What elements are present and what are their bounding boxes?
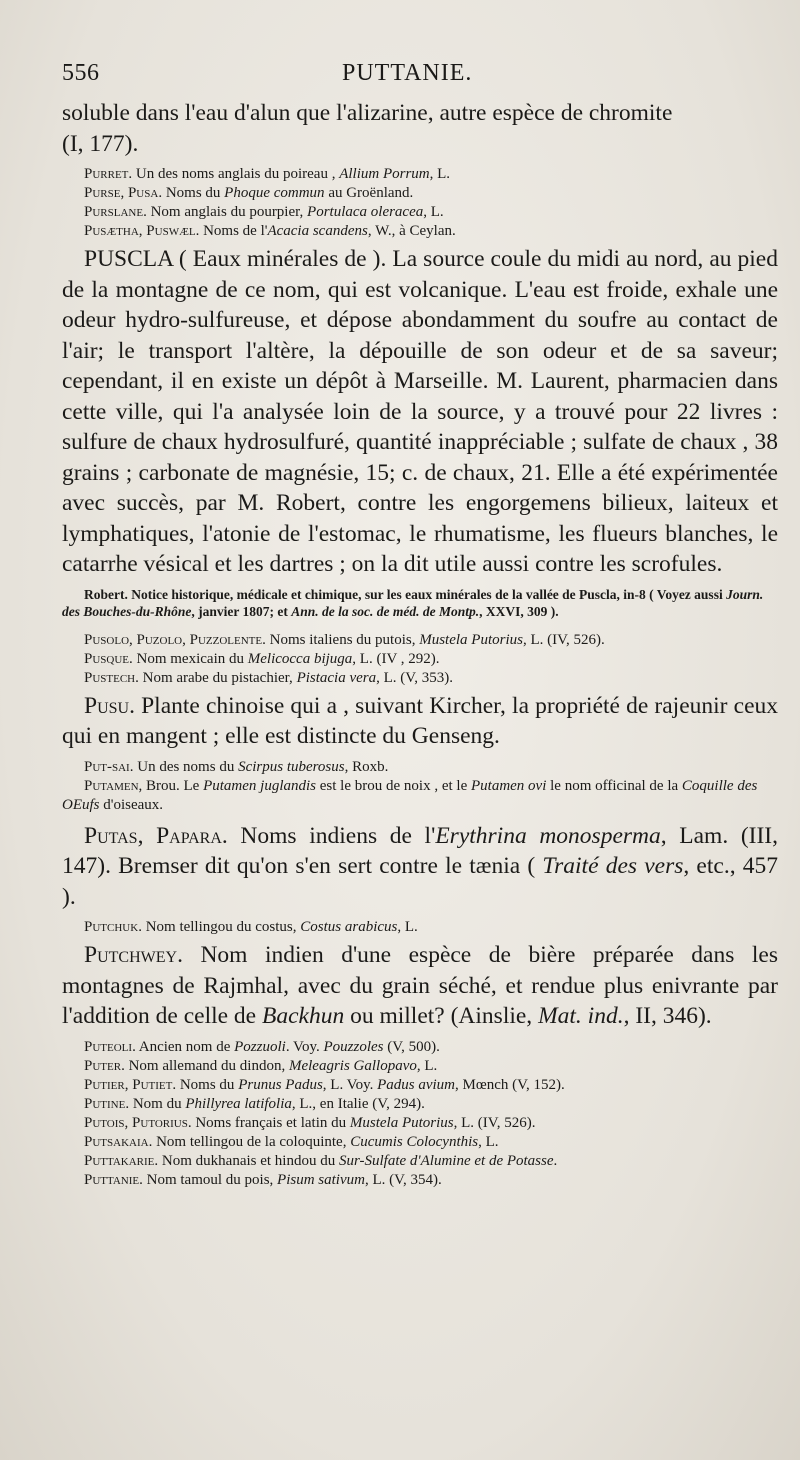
entry-purslane: Purslane. Nom anglais du pourpier, Portulaca oleracea, L.: [84, 204, 444, 220]
entry-puter: Puter. Nom allemand du dindon, Meleagris Gallopavo, L.: [84, 1057, 438, 1074]
entry-puttanie: Puttanie. Nom tamoul du pois, Pisum sativum, L. (V, 354).: [84, 1171, 442, 1188]
page-number: 556: [62, 60, 100, 86]
entry-pusu: Pusu. Plante chinoise qui a , suivant Kircher, la propriété de rajeunir ceux qui en mangent ; elle est distincte du Genseng.: [62, 692, 778, 749]
entry-putine: Putine. Nom du Phillyrea latifolia, L., en Italie (V, 294).: [84, 1095, 425, 1112]
entry-putchuk: Putchuk. Nom tellingou du costus, Costus arabicus, L.: [84, 919, 418, 935]
entry-put-sai: Put-sai. Un des noms du Scirpus tuberosus, Roxb.: [84, 758, 389, 775]
entry-puscla-reference: Robert. Notice historique, médicale et chimique, sur les eaux minérales de la vallée de Puscla, in-8 ( Voyez aussi Journ. des Bouches-du-Rhône, janvier 1807; et Ann. de la soc. de méd. de Montp., XXVI, 309 ).: [62, 586, 764, 619]
entry-purse: Purse, Pusa. Noms du Phoque commun au Groënland.: [84, 185, 414, 201]
running-title: PUTTANIE.: [342, 60, 473, 86]
entry-alizarine-continuation: soluble dans l'eau d'alun que l'alizarine, autre espèce de chromite (I, 177).: [62, 100, 673, 157]
entry-pusque: Pusque. Nom mexicain du Melicocca bijuga, L. (IV , 292).: [84, 650, 440, 667]
entry-putas: Putas, Papara. Noms indiens de l'Erythrina monosperma, Lam. (III, 147). Bremser dit qu'on s'en sert contre le tænia ( Traité des vers, etc., 457 ).: [62, 822, 779, 910]
entry-pusaetha: Pusætha, Puswæl. Noms de l'Acacia scandens, W., à Ceylan.: [84, 223, 456, 239]
entry-putsakaia: Putsakaia. Nom tellingou de la coloquinte, Cucumis Colocynthis, L.: [84, 1133, 499, 1150]
entry-puscla: PUSCLA ( Eaux minérales de ). La source coule du midi au nord, au pied de la montagne de ce nom, qui est volcanique. L'eau est froide, exhale une odeur hydro-sulfureuse, et dépose abondamment du soufre au contact de l'air; le transport l'altère, la dépouille de son odeur et de sa saveur; cependant, il en existe un dépôt à Marseille. M. Laurent, pharmacien dans cette ville, qui l'a analysée loin de la source, y a trouvé pour 22 livres : sulfure de chaux hydrosulfuré, quantité inappréciable ; sulfate de chaux , 38 grains ; carbonate de magnésie, 15; c. de chaux, 21. Elle a été expérimentée avec succès, par M. Robert, contre les engorgemens bilieux, laiteux et lymphatiques, l'atonie de l'estomac, le rhumatisme, les flueurs blanches, le catarrhe vésical et les dartres ; on la dit utile aussi contre les scrofules.: [62, 246, 778, 577]
entry-putamen: Putamen, Brou. Le Putamen juglandis est le brou de noix , et le Putamen ovi le nom officinal de la Coquille des OEufs d'oiseaux.: [62, 777, 758, 813]
entry-putois: Putois, Putorius. Noms français et latin du Mustela Putorius, L. (IV, 526).: [84, 1114, 536, 1131]
entry-putier: Putier, Putiet. Noms du Prunus Padus, L. Voy. Padus avium, Mœnch (V, 152).: [84, 1076, 565, 1093]
entry-puttakarie: Puttakarie. Nom dukhanais et hindou du Sur-Sulfate d'Alumine et de Potasse.: [84, 1152, 558, 1169]
entry-puteoli: Puteoli. Ancien nom de Pozzuoli. Voy. Pouzzoles (V, 500).: [84, 1038, 440, 1055]
entry-pustech: Pustech. Nom arabe du pistachier, Pistacia vera, L. (V, 353).: [84, 669, 453, 686]
running-head: [62, 46, 778, 98]
entry-purret: Purret. Un des noms anglais du poireau , Allium Porrum, L.: [84, 166, 451, 182]
entry-putchwey: Putchwey. Nom indien d'une espèce de bière préparée dans les montagnes de Rajmhal, avec du grain séché, et rendue plus enivrante par l'addition de celle de Backhun ou millet? (Ainslie, Mat. ind., II, 346).: [62, 942, 778, 1029]
entry-pusolo: Pusolo, Puzolo, Puzzolente. Noms italiens du putois, Mustela Putorius, L. (IV, 526).: [84, 631, 605, 648]
